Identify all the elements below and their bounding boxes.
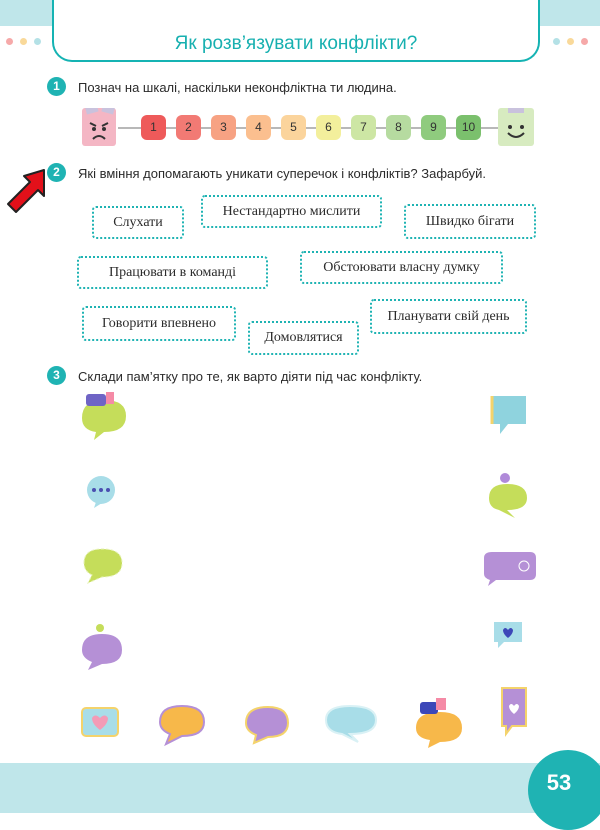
heart-bubble-icon	[490, 616, 526, 652]
red-arrow-icon	[4, 168, 48, 221]
decor-dot	[20, 38, 27, 45]
typing-bubble-icon	[84, 474, 118, 510]
scale-value-box[interactable]: 6	[316, 115, 341, 140]
skill-box[interactable]: Говорити впевнено	[82, 306, 236, 341]
skill-box[interactable]: Працювати в команді	[77, 256, 268, 289]
scale-value-box[interactable]: 4	[246, 115, 271, 140]
purple-clock-bubble-icon	[482, 550, 538, 586]
decor-dot	[553, 38, 560, 45]
orange-thumbs-bubble-icon	[412, 698, 466, 750]
scale-value-box[interactable]: 3	[211, 115, 236, 140]
scale-value-box[interactable]: 8	[386, 115, 411, 140]
light-blue-bubble-icon	[322, 702, 380, 744]
decor-dot	[581, 38, 588, 45]
dashed-green-bubble-icon	[80, 545, 126, 585]
header-band-right	[540, 0, 600, 26]
page-number: 53	[546, 770, 572, 795]
broken-heart-bubble-icon	[80, 706, 122, 744]
blue-note-bubble-icon	[488, 392, 530, 438]
task-1-text: Познач на шкалі, наскільки неконфліктна ти людина.	[78, 80, 397, 95]
decor-dot	[567, 38, 574, 45]
skill-box[interactable]: Швидко бігати	[404, 204, 536, 239]
skill-box[interactable]: Планувати свій день	[370, 299, 527, 334]
scale-value-box[interactable]: 1	[141, 115, 166, 140]
skill-box[interactable]: Обстоювати власну думку	[300, 251, 503, 284]
footer-band	[0, 763, 600, 813]
header-band-left	[0, 0, 52, 26]
task-number-1: 1	[47, 77, 66, 96]
scale-value-box[interactable]: 9	[421, 115, 446, 140]
orange-bubble-icon	[156, 702, 208, 748]
task-number-2: 2	[47, 163, 66, 182]
happy-face-icon	[498, 108, 534, 146]
decor-dot	[6, 38, 13, 45]
task-3-text: Склади пам’ятку про те, як варто діяти під час конфлікту.	[78, 369, 423, 384]
tall-purple-bubble-icon	[498, 684, 530, 738]
task-2-text: Які вміння допомагають уникати суперечок і конфліктів? Зафарбуй.	[78, 166, 487, 181]
task-number-3: 3	[47, 366, 66, 385]
decor-dot	[34, 38, 41, 45]
purple-lightbulb-bubble-icon	[78, 620, 126, 672]
skill-box[interactable]: Слухати	[92, 206, 184, 239]
skill-box[interactable]: Нестандартно мислити	[201, 195, 382, 228]
thumbs-up-bubble-icon	[78, 392, 130, 442]
scale-value-box[interactable]: 2	[176, 115, 201, 140]
green-bubble-icon	[485, 472, 531, 518]
skill-box[interactable]: Домовлятися	[248, 321, 359, 355]
page-title: Як розв’язувати конфлікти?	[174, 33, 418, 54]
lavender-bubble-icon	[242, 703, 292, 745]
scale-value-box[interactable]: 10	[456, 115, 481, 140]
angry-face-icon	[82, 108, 116, 146]
scale-value-box[interactable]: 5	[281, 115, 306, 140]
scale-value-box[interactable]: 7	[351, 115, 376, 140]
